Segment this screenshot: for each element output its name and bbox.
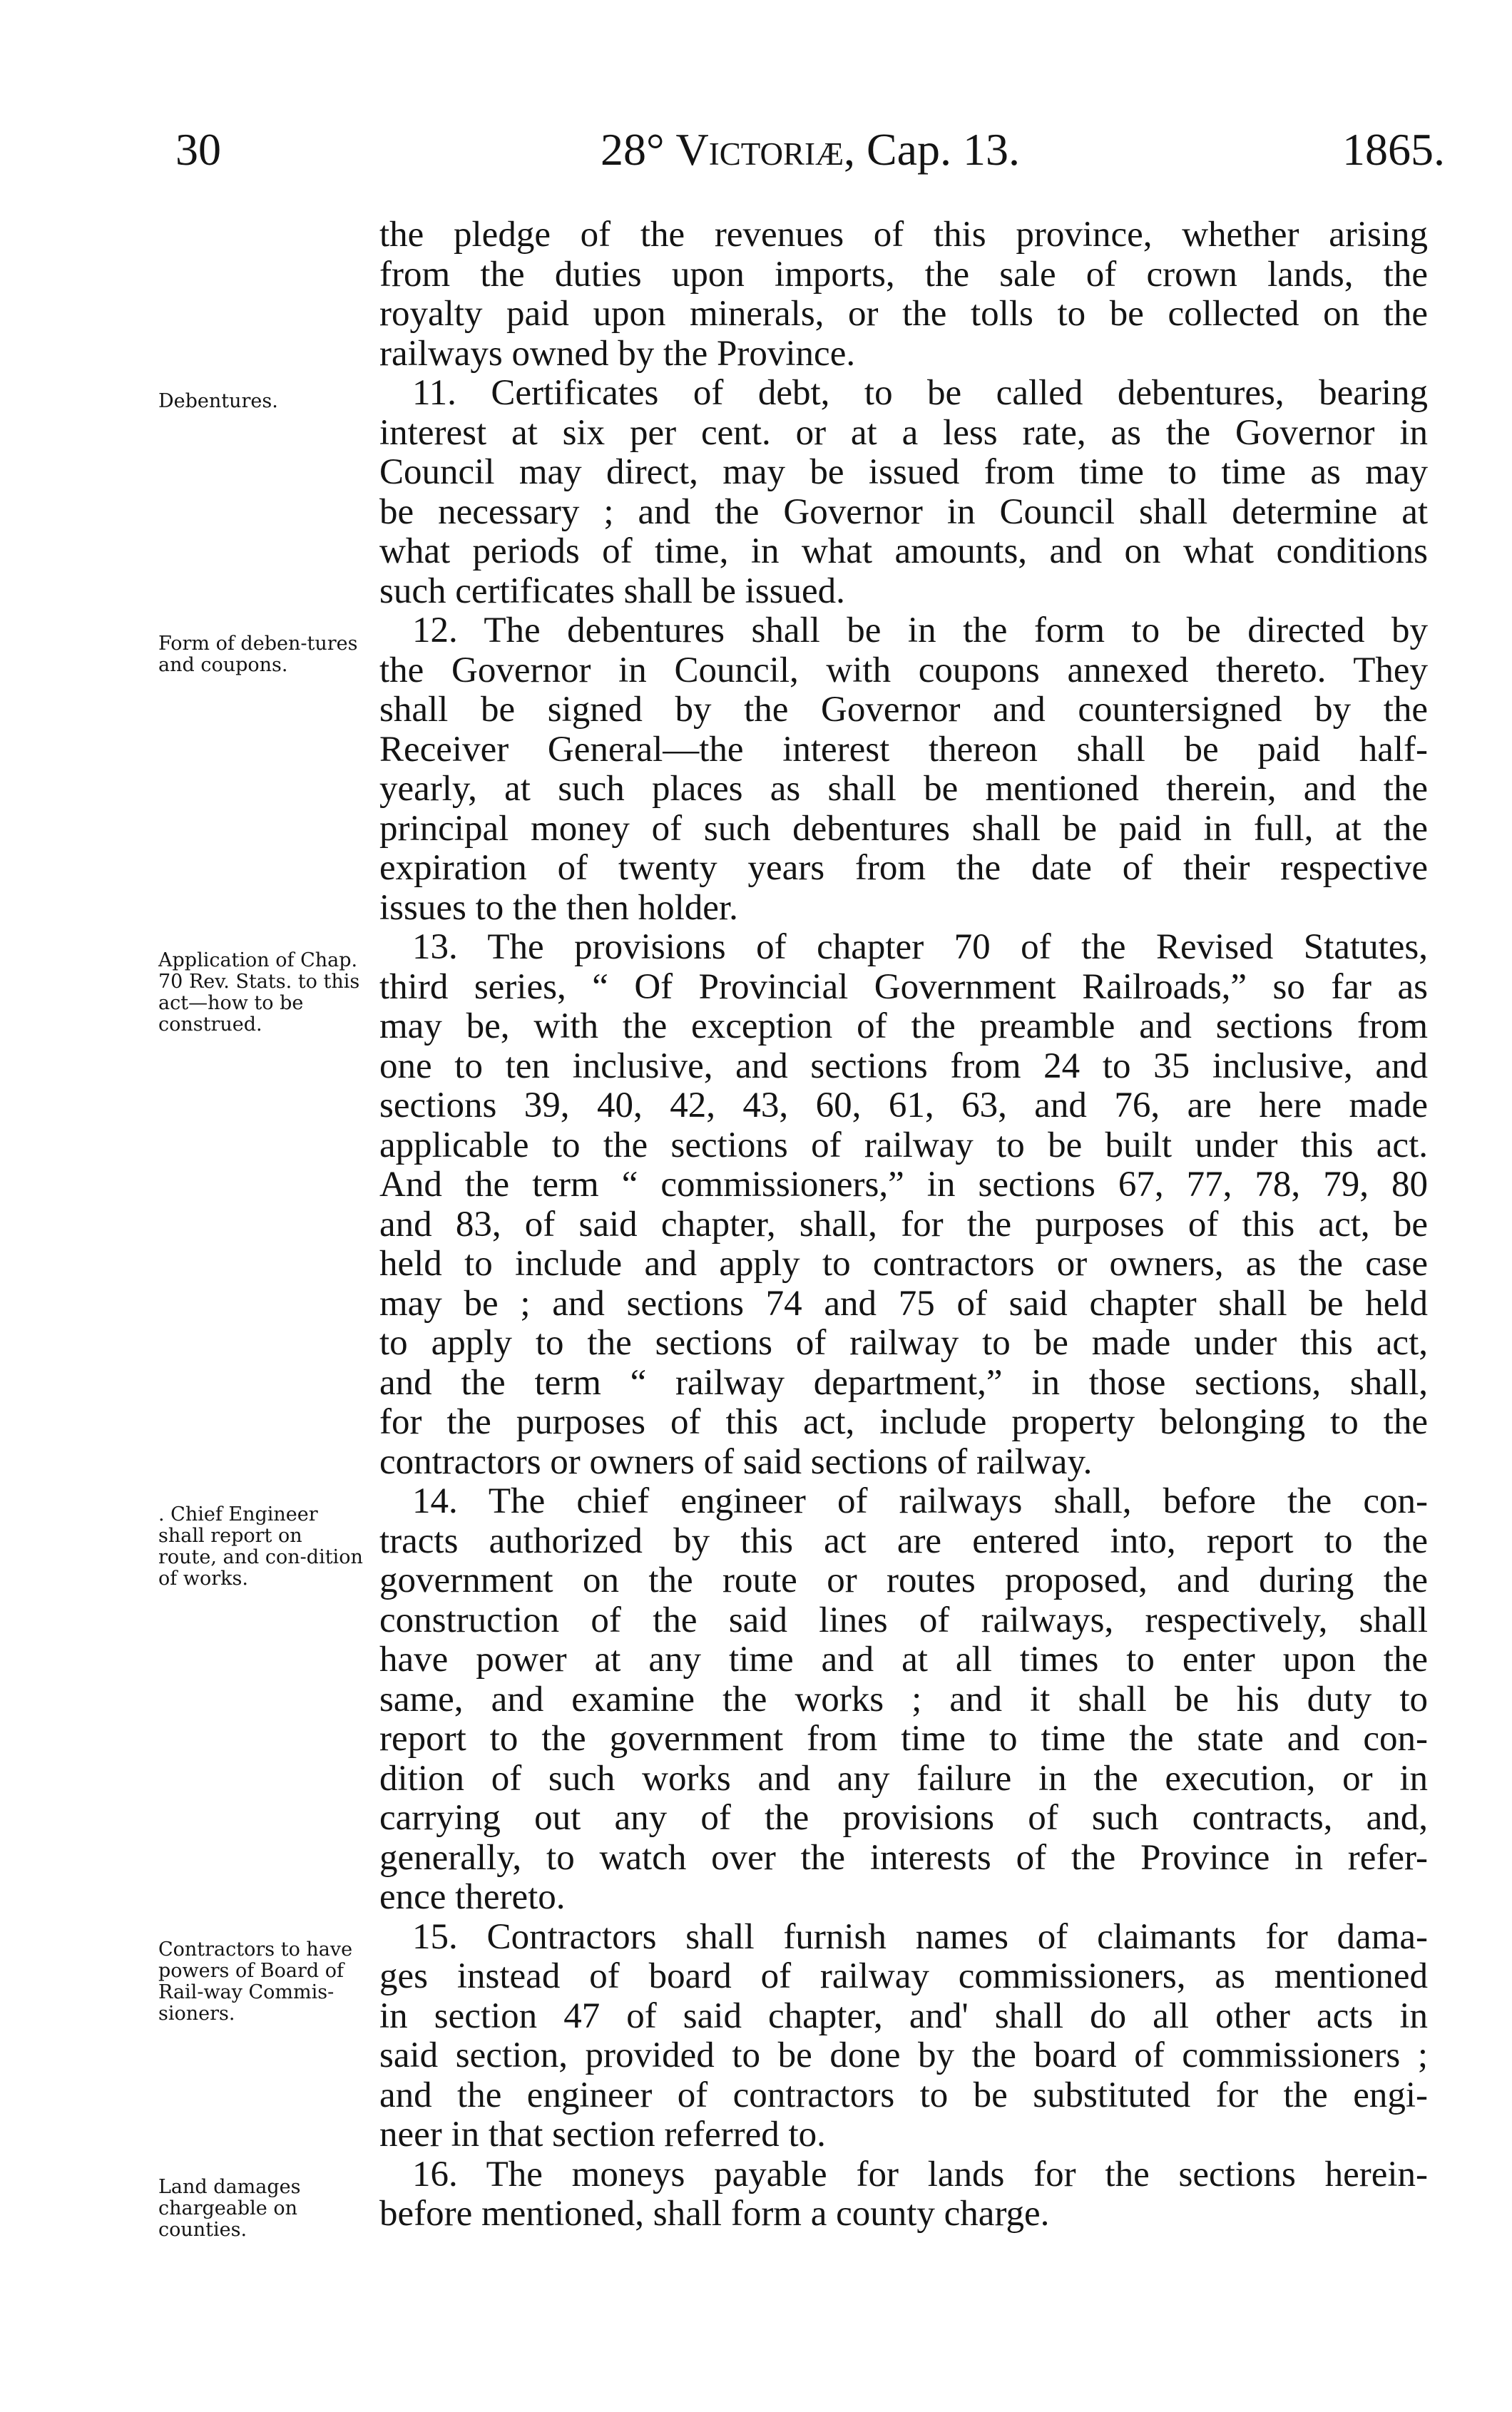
text-line: yearly, at such places as shall be mentioned therein, and the [379,770,1428,809]
page-number: 30 [175,124,221,175]
text-line: neer in that section referred to. [379,2115,826,2155]
text-line: one to ten inclusive, and sections from 24 to 35 inclusive, and [379,1046,1428,1086]
text-line: ges instead of board of railway commissioners, as mentioned [379,1957,1428,1996]
year: 1865. [1342,124,1445,175]
text-line: tracts authorized by this act are entered into, report to the [379,1521,1428,1561]
text-line: be necessary ; and the Governor in Council shall determine at [379,492,1428,532]
text-line: for the purposes of this act, include property belonging to the [379,1403,1428,1442]
text-line: issues to the then holder. [379,888,738,928]
margin-note-chief-engineer: . Chief Engineer shall report on route, and con-dition of works. [158,1503,363,1590]
margin-note-debentures: Debentures. [158,390,278,412]
section-14-start: 14. The chief engineer of railways shall, before the con- [412,1482,1428,1521]
text-line: may be, with the exception of the preamble and sections from [379,1007,1428,1046]
section-11-start: 11. Certificates of debt, to be called debentures, bearing [412,374,1428,413]
text-line: dition of such works and any failure in the execution, or in [379,1759,1428,1799]
margin-note-form-of-debentures: Form of deben-tures and coupons. [158,633,358,676]
text-line: report to the government from time to time the state and con- [379,1719,1428,1759]
section-16-start: 16. The moneys payable for lands for the sections herein- [412,2155,1428,2194]
section-13-start: 13. The provisions of chapter 70 of the Revised Statutes, [412,928,1428,967]
text-line: contractors or owners of said sections of railway. [379,1442,1093,1482]
text-line: generally, to watch over the interests of the Province in refer- [379,1838,1428,1878]
text-line: carrying out any of the provisions of such contracts, and, [379,1799,1428,1838]
text-line: government on the route or routes proposed, and during the [379,1561,1428,1600]
section-15-start: 15. Contractors shall furnish names of claimants for dama- [412,1917,1428,1957]
text-line: said section, provided to be done by the board of commissioners ; [379,2036,1428,2075]
title-suffix: , Cap. 13. [843,124,1021,175]
text-line: held to include and apply to contractors or owners, as the case [379,1245,1428,1284]
text-line: in section 47 of said chapter, and' shall do all other acts in [379,1996,1428,2036]
text-line: third series, “ Of Provincial Government Railroads,” so far as [379,967,1428,1007]
text-line: ence thereto. [379,1878,566,1917]
text-line: royalty paid upon minerals, or the tolls to be collected on the [379,295,1428,334]
body-text [379,215,1428,2234]
text-line: principal money of such debentures shall be paid in full, at the [379,809,1428,849]
text-line: construction of the said lines of railways, respectively, shall [379,1600,1428,1640]
text-line: from the duties upon imports, the sale of crown lands, the [379,255,1428,295]
text-line: same, and examine the works ; and it shall be his duty to [379,1680,1428,1719]
section-12-start: 12. The debentures shall be in the form to be directed by [412,611,1428,650]
text-line: may be ; and sections 74 and 75 of said chapter shall be held [379,1284,1428,1324]
text-line: and the term “ railway department,” in those sections, shall, [379,1363,1428,1403]
text-line: applicable to the sections of railway to be built under this act. [379,1125,1428,1165]
text-line: Council may direct, may be issued from time to time as may [379,453,1428,492]
text-line: to apply to the sections of railway to be made under this act, [379,1324,1428,1363]
margin-note-application-of-chapter: Application of Chap. 70 Rev. Stats. to this act—how to be construed. [158,949,360,1036]
text-line: shall be signed by the Governor and countersigned by the [379,690,1428,730]
text-line: the Governor in Council, with coupons annexed thereto. They [379,650,1428,690]
text-line: such certificates shall be issued. [379,571,845,611]
text-line: the pledge of the revenues of this province, whether arising [379,215,1428,255]
margin-note-contractors: Contractors to have powers of Board of Rail-way Commis-sioners. [158,1938,353,2025]
text-line: and 83, of said chapter, shall, for the purposes of this act, be [379,1205,1428,1245]
text-line: what periods of time, in what amounts, and on what conditions [379,532,1428,571]
text-line: have power at any time and at all times to enter upon the [379,1640,1428,1680]
margin-note-land-damages: Land damages chargeable on counties. [158,2176,301,2241]
text-line: expiration of twenty years from the date of their respective [379,849,1428,888]
text-line: Receiver General—the interest thereon shall be paid half- [379,730,1428,770]
text-line: before mentioned, shall form a county charge. [379,2194,1050,2234]
title-name: Victoriæ [675,124,844,175]
text-line: sections 39, 40, 42, 43, 60, 61, 63, and 76, are here made [379,1086,1428,1125]
running-header [175,121,1445,178]
running-title [175,121,1445,178]
text-line: and the engineer of contractors to be substituted for the engi- [379,2075,1428,2115]
text-line: railways owned by the Province. [379,334,856,374]
text-line: And the term “ commissioners,” in sections 67, 77, 78, 79, 80 [379,1165,1428,1205]
text-line: interest at six per cent. or at a less rate, as the Governor in [379,413,1428,453]
title-prefix: 28° [600,124,676,175]
